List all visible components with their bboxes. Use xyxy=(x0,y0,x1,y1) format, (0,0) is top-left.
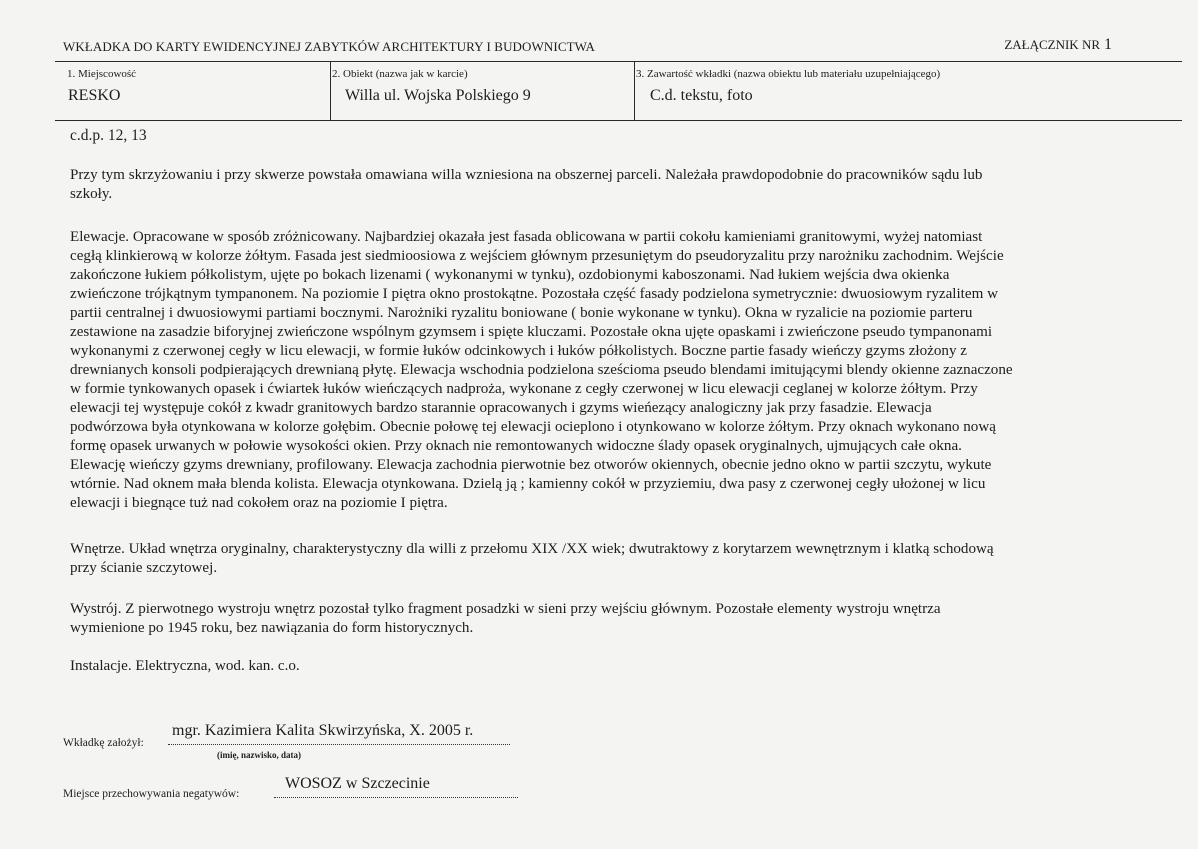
location-field-label: 1. Miejscowość xyxy=(67,68,137,80)
paragraph-decor: Wystrój. Z pierwotnego wystroju wnętrz pozostał tylko fragment posadzki w sieni przy wejściu głównym. Pozostałe elementy wystroju wnętrza wymienione po 1945 roku, bez nawiązania do form historycznych. xyxy=(70,601,941,636)
page-continuation-note: c.d.p. 12, 13 xyxy=(70,127,147,144)
paragraph-intro: Przy tym skrzyżowaniu i przy skwerze powstała omawiana willa wzniesiona na obszernej parceli. Należała prawdopodobnie do pracowników sądu lub szkoły. xyxy=(70,167,983,202)
paragraph-installations: Instalacje. Elektryczna, wod. kan. c.o. xyxy=(70,658,300,674)
header-bottom-rule xyxy=(55,120,1182,121)
object-field-value: Willa ul. Wojska Polskiego 9 xyxy=(345,87,531,104)
object-field-label: 2. Obiekt (nazwa jak w karcie) xyxy=(332,68,468,80)
storage-value: WOSOZ w Szczecinie xyxy=(285,775,430,792)
annex-number-value: 1 xyxy=(1104,36,1112,53)
field-divider-2 xyxy=(634,62,635,120)
contents-field-label: 3. Zawartość wkładki (nazwa obiektu lub materiału uzupełniającego) xyxy=(636,68,941,80)
document-title: WKŁADKA DO KARTY EWIDENCYJNEJ ZABYTKÓW ARCHITEKTURY I BUDOWNICTWA xyxy=(63,39,596,54)
contents-field-value: C.d. tekstu, foto xyxy=(650,87,753,104)
paragraph-elevations: Elewacje. Opracowane w sposób zróżnicowany. Najbardziej okazała jest fasada oblicowana w partii cokołu kamieniami granitowymi, wyżej natomiast cegłą klinkierową w kolorze żółtym. Fasada jest siedmioosiowa z wejściem głównym przesuniętym do pseudoryzalitu przy narożniku zachodnim. Wejście zakończone łukiem półkolistym, ujęte po bokach lizenami ( wykonanymi w tynku), ozdobionymi kaboszonami. Nad łukiem wejścia dwa okienka zwieńczone trójkątnym tympanonem. Na poziomie I piętra okno prostokątne. Pozostała część fasady podzielona symetrycznie: dwuosiowym ryzalitem w partii centralnej i dwuosiowymi partiami bocznymi. Narożniki ryzalitu boniowane ( bonie wykonane w tynku). Okna w ryzalicie na poziomie parteru zestawione na zasadzie biforyjnej zwieńczone wspólnym gzymsem i spięte kluczami. Pozostałe okna ujęte opaskami i zwieńczone pseudo tympanonami wykonanymi z czerwonej cegły w licu elewacji, w formie łuków odcinkowych i łuków półkolistych. Boczne partie fasady wieńczy gzyms złożony z drewnianych konsoli podpierających drewnianą płytę. Elewacja wschodnia podzielona sześcioma pseudo blendami imitującymi blendy okienne zaznaczone w formie tynkowanych opasek i ćwiartek łuków wieńczących nadproża, wykonane z cegły czerwonej w licu elewacji ceglanej w kolorze żółtym. Przy elewacji tej występuje cokół z kwadr granitowych bardzo starannie opracowanych i gzyms wieńezący analogiczny jak przy fasadzie. Elewacja podwórzowa była otynkowana w kolorze gołębim. Obecnie połowę tej elewacji ocieplono i otynkowano w kolorze żółtym. Przy oknach wykonano nową formę opasek urwanych w połowie wysokości okien. Przy oknach nie remontowanych widoczne ślady opasek oryginalnych, ujmujących całe okna. Elewację wieńczy gzyms drewniany, profilowany. Elewacja zachodnia pierwotnie bez otworów okiennych, obecnie jedno okno w partii szczytu, wykute wtórnie. Nad oknem mała blenda kolista. Elewacja otynkowana. Dzielą ją ; kamienny cokół w przyziemiu, dwa pasy z czerwonej cegły ułożonej w licu elewacji i biegnące tuż nad cokołem oraz na poziomie I piętra. xyxy=(70,229,1013,511)
location-field-value: RESKO xyxy=(68,87,121,104)
storage-dotted-line xyxy=(274,797,518,798)
author-sublabel: (imię, nazwisko, data) xyxy=(217,750,301,760)
author-dotted-line xyxy=(168,744,510,745)
header-top-rule xyxy=(55,61,1182,62)
storage-label: Miejsce przechowywania negatywów: xyxy=(63,788,240,800)
paragraph-interior: Wnętrze. Układ wnętrza oryginalny, charakterystyczny dla willi z przełomu XIX /XX wiek; dwutraktowy z korytarzem wewnętrznym i klatką schodową przy ścianie szczytowej. xyxy=(70,541,994,576)
author-label: Wkładkę założył: xyxy=(63,737,144,749)
field-divider-1 xyxy=(330,62,331,120)
annex-label: ZAŁĄCZNIK NR xyxy=(1004,37,1100,52)
annex-number xyxy=(1004,36,1112,54)
author-value: mgr. Kazimiera Kalita Skwirzyńska, X. 2005 r. xyxy=(172,722,474,739)
